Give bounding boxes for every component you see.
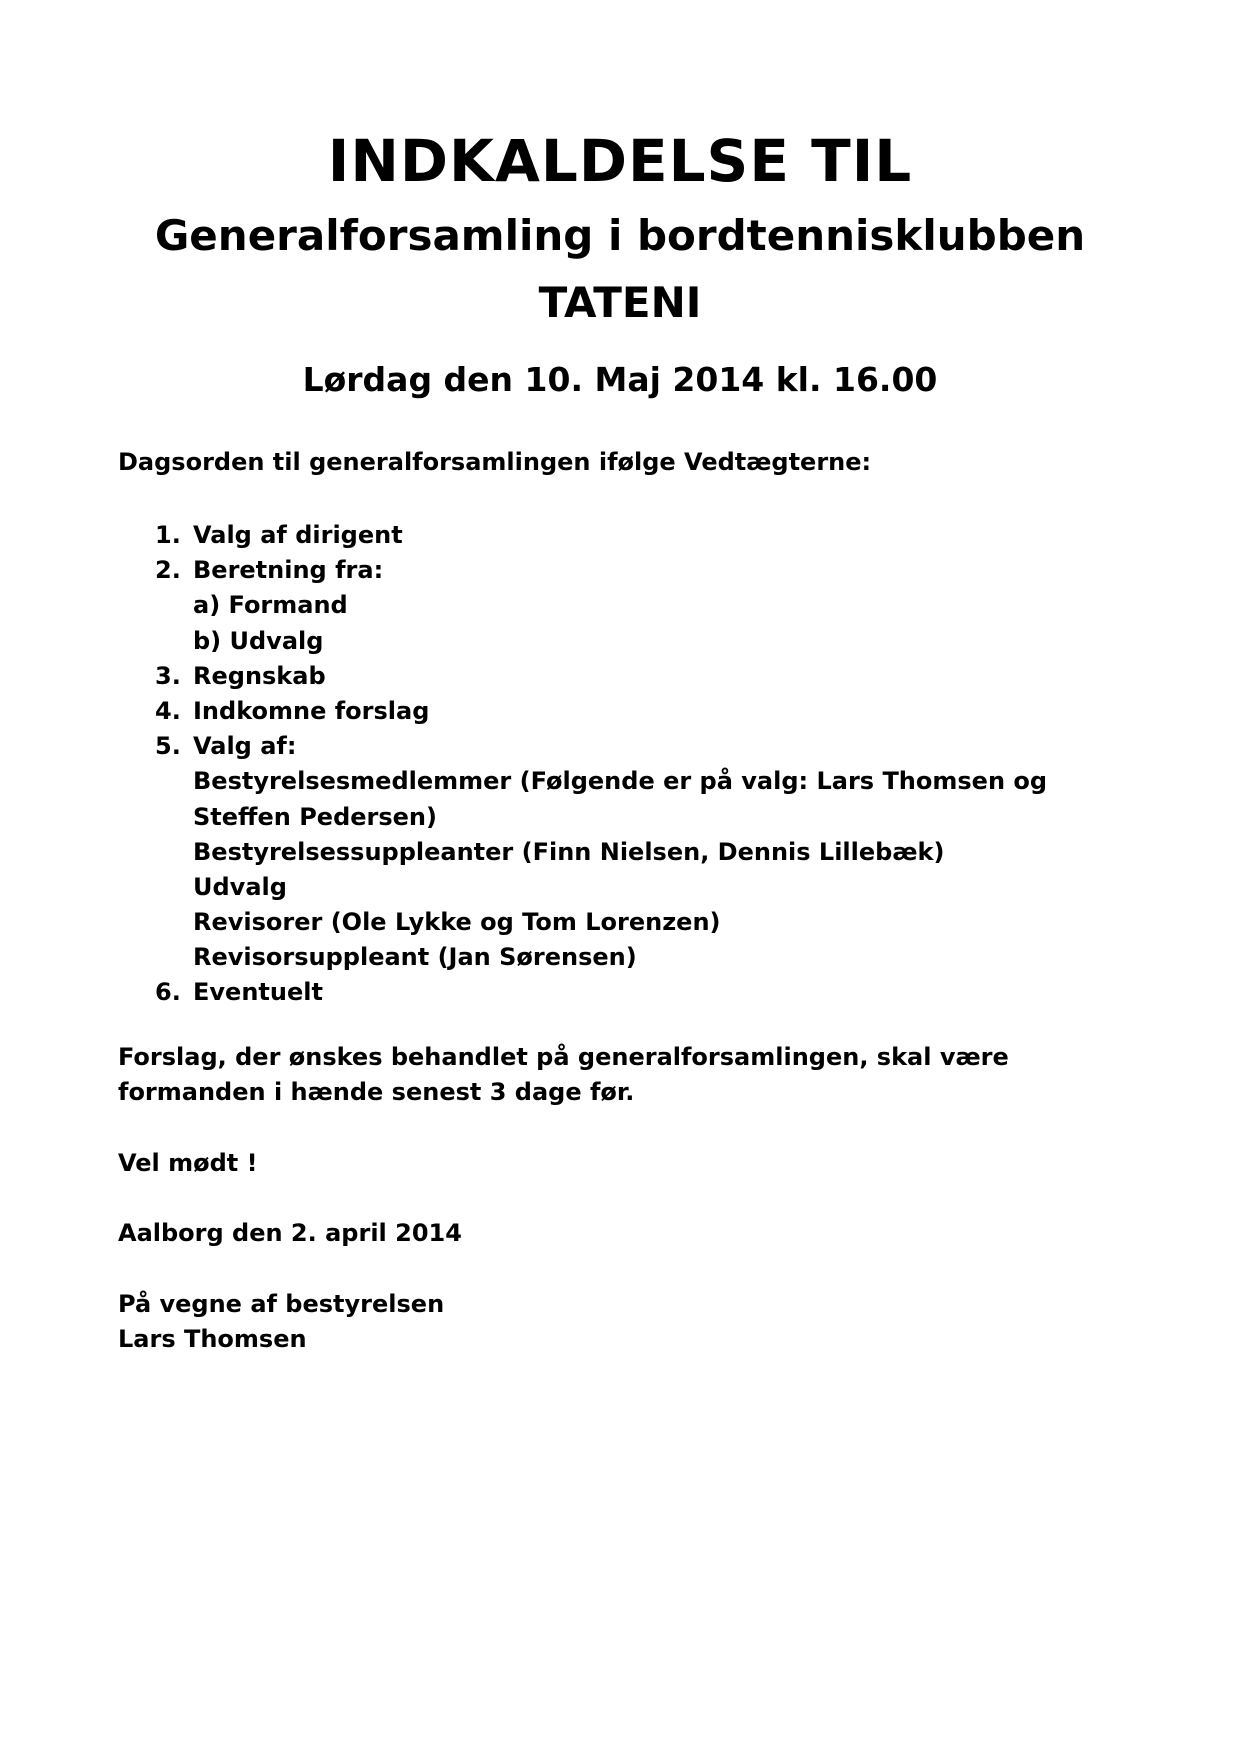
agenda-item-text: Valg af:	[193, 732, 297, 761]
document-subtitle-line1: Generalforsamling i bordtennisklubben	[154, 211, 1086, 260]
agenda-item-text: b) Udvalg	[193, 626, 324, 655]
place-and-date: Aalborg den 2. april 2014	[118, 1219, 462, 1247]
welcome-text: Vel mødt !	[118, 1149, 258, 1177]
agenda-item-text: Bestyrelsessuppleanter (Finn Nielsen, Dennis Lillebæk)	[193, 837, 945, 866]
proposal-deadline-line2: formanden i hænde senest 3 dage før.	[118, 1078, 635, 1106]
on-behalf-of-board: På vegne af bestyrelsen	[118, 1290, 445, 1318]
agenda-item-number: 6.	[155, 978, 181, 1007]
agenda-item-text: Valg af dirigent	[193, 521, 403, 549]
agenda-item-number: 1.	[155, 521, 181, 549]
agenda-item-number: 4.	[155, 696, 181, 725]
agenda-item-text: Indkomne forslag	[193, 696, 430, 725]
agenda-item-text: Bestyrelsesmedlemmer (Følgende er på valg: Lars Thomsen og	[193, 767, 1048, 796]
signatory-name: Lars Thomsen	[118, 1325, 307, 1353]
agenda-item-text: Revisorer (Ole Lykke og Tom Lorenzen)	[193, 908, 721, 937]
document-title: INDKALDELSE TIL	[327, 127, 913, 195]
agenda-item-text: a) Formand	[193, 591, 348, 620]
agenda-item-number: 3.	[155, 661, 181, 690]
proposal-deadline-line1: Forslag, der ønskes behandlet på generalforsamlingen, skal være	[118, 1043, 1009, 1071]
agenda-item-text: Udvalg	[193, 872, 287, 901]
agenda-intro: Dagsorden til generalforsamlingen ifølge Vedtægterne:	[118, 448, 872, 476]
agenda-item-number: 2.	[155, 556, 181, 585]
agenda-item-text: Regnskab	[193, 661, 326, 690]
meeting-date: Lørdag den 10. Maj 2014 kl. 16.00	[302, 360, 938, 399]
agenda-item-text: Revisorsuppleant (Jan Sørensen)	[193, 943, 637, 972]
document-subtitle-line2: TATENI	[538, 278, 702, 327]
agenda-item-text: Eventuelt	[193, 978, 323, 1007]
agenda-item-number: 5.	[155, 732, 181, 761]
agenda-item-text: Steffen Pedersen)	[193, 802, 437, 831]
agenda-item-text: Beretning fra:	[193, 556, 384, 585]
